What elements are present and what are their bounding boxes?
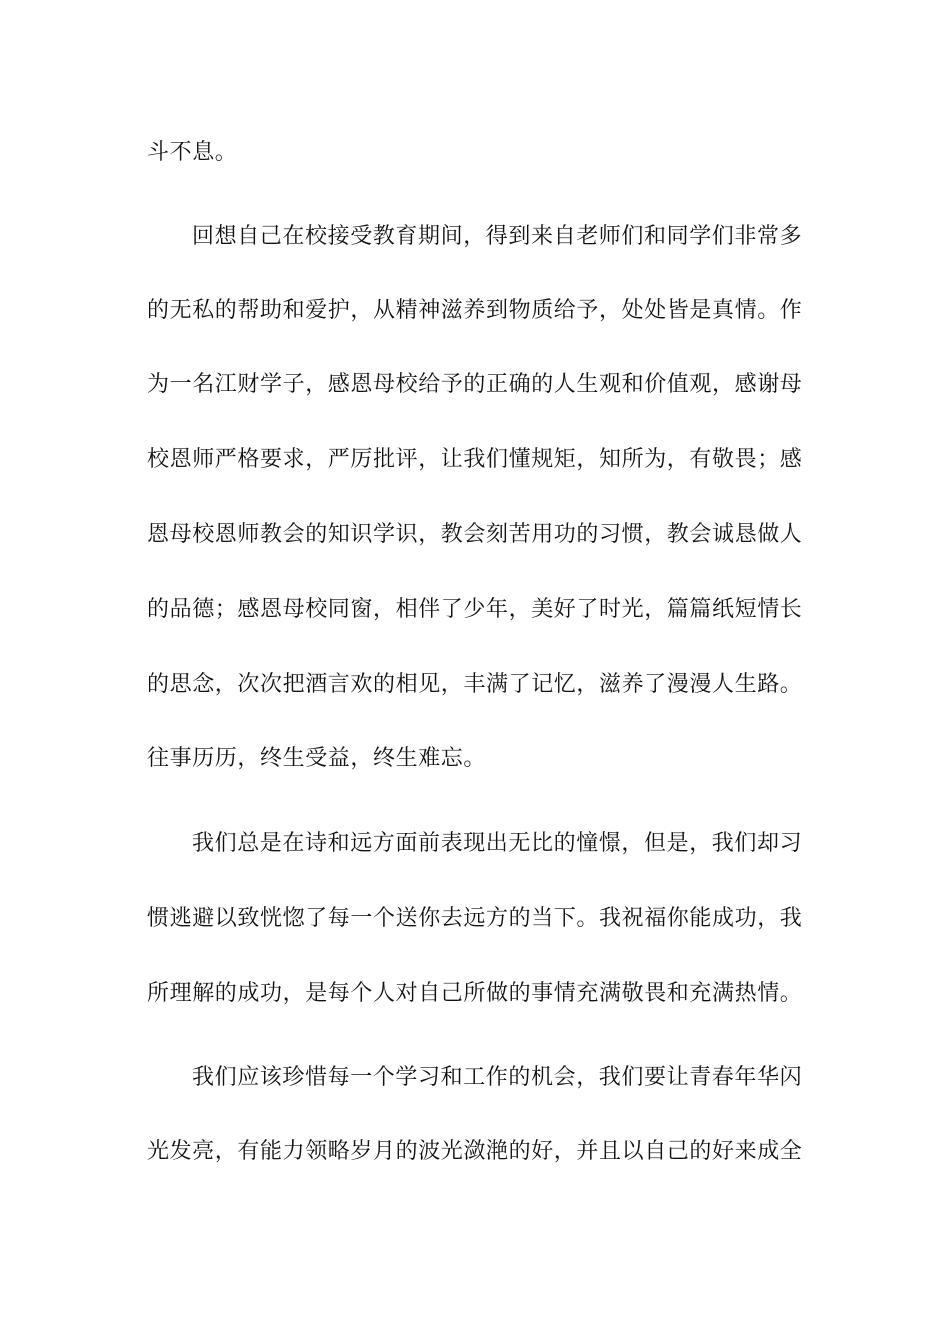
- paragraph-start-line: 我们总是在诗和远方面前表现出无比的憧憬，但是，我们却习: [192, 831, 803, 856]
- text-line: 的无私的帮助和爱护，从精神滋养到物质给予，处处皆是真情。作: [147, 298, 803, 323]
- text-line: 斗不息。: [147, 140, 238, 165]
- text-line: 光发亮，有能力领略岁月的波光潋滟的好，并且以自己的好来成全: [147, 1139, 803, 1164]
- text-line: 校恩师严格要求，严厉批评，让我们懂规矩，知所为，有敬畏；感: [147, 447, 803, 472]
- paragraph-start-line: 回想自己在校接受教育期间，得到来自老师们和同学们非常多: [192, 224, 803, 249]
- text-line: 往事历历，终生受益，终生难忘。: [147, 746, 487, 771]
- text-line: 为一名江财学子，感恩母校给予的正确的人生观和价值观，感谢母: [147, 372, 803, 397]
- text-line: 恩母校恩师教会的知识学识，教会刻苦用功的习惯，教会诚恳做人: [147, 522, 803, 547]
- text-line: 惯逃避以致恍惚了每一个送你去远方的当下。我祝福你能成功，我: [147, 906, 803, 931]
- paragraph-start-line: 我们应该珍惜每一个学习和工作的机会，我们要让青春年华闪: [192, 1065, 803, 1090]
- text-line: 的思念，次次把酒言欢的相见，丰满了记忆，滋养了漫漫人生路。: [147, 672, 803, 697]
- text-line: 所理解的成功，是每个人对自己所做的事情充满敬畏和充满热情。: [147, 981, 803, 1006]
- text-line: 的品德；感恩母校同窗，相伴了少年，美好了时光，篇篇纸短情长: [147, 597, 803, 622]
